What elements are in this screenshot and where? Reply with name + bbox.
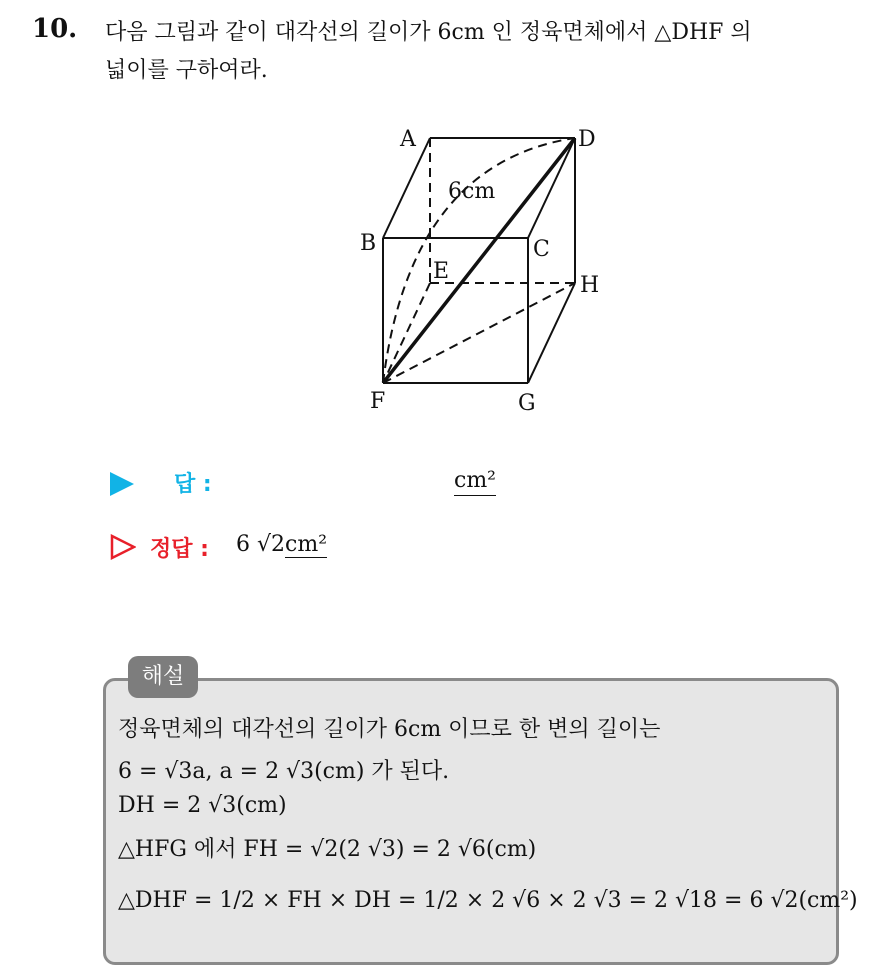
- vertex-label-B: B: [360, 231, 377, 256]
- vertex-label-F: F: [370, 389, 386, 414]
- vertex-label-A: A: [400, 127, 416, 152]
- question-line-1: 다음 그림과 같이 대각선의 길이가 6cm 인 정육면체에서 △DHF 의: [105, 20, 752, 45]
- vertex-label-H: H: [580, 273, 600, 298]
- edge-AB: [383, 138, 430, 238]
- cube-figure: [350, 118, 610, 418]
- solution-line-3: DH = 2 √3(cm): [118, 793, 287, 818]
- length-label: 6cm: [448, 179, 496, 204]
- vertex-label-D: D: [578, 127, 596, 152]
- correct-answer-value-wrap: [236, 532, 327, 557]
- vertex-label-G: G: [518, 391, 536, 416]
- correct-answer-unit: cm²: [285, 532, 328, 557]
- answer-unit: cm²: [454, 467, 496, 496]
- correct-answer-value: 6 √2: [236, 532, 286, 557]
- solution-line-4: △HFG 에서 FH = √2(2 √3) = 2 √6(cm): [118, 837, 537, 862]
- question-text: [105, 14, 865, 90]
- edge-GH: [528, 283, 575, 383]
- vertex-label-E: E: [433, 259, 450, 284]
- vertex-label-C: C: [533, 237, 550, 262]
- solution-tag: 해설: [128, 656, 198, 698]
- correct-answer-label: 정답 :: [150, 537, 209, 562]
- play-triangle-icon: [110, 472, 134, 496]
- segment-FH: [383, 283, 575, 383]
- solution-line-2: 6 = √3a, a = 2 √3(cm) 가 된다.: [118, 759, 450, 784]
- answer-label: 답 :: [174, 472, 212, 497]
- question-line-2: 넓이를 구하여라.: [105, 58, 268, 83]
- cube-diagram: [350, 118, 610, 418]
- question-number: 10.: [32, 14, 78, 44]
- solution-line-5: △DHF = 1/2 × FH × DH = 1/2 × 2 √6 × 2 √3 = 2 √18 = 6 √2(cm²): [118, 888, 858, 913]
- outline-triangle-icon: [110, 534, 136, 560]
- solution-line-1: 정육면체의 대각선의 길이가 6cm 이므로 한 변의 길이는: [118, 717, 661, 742]
